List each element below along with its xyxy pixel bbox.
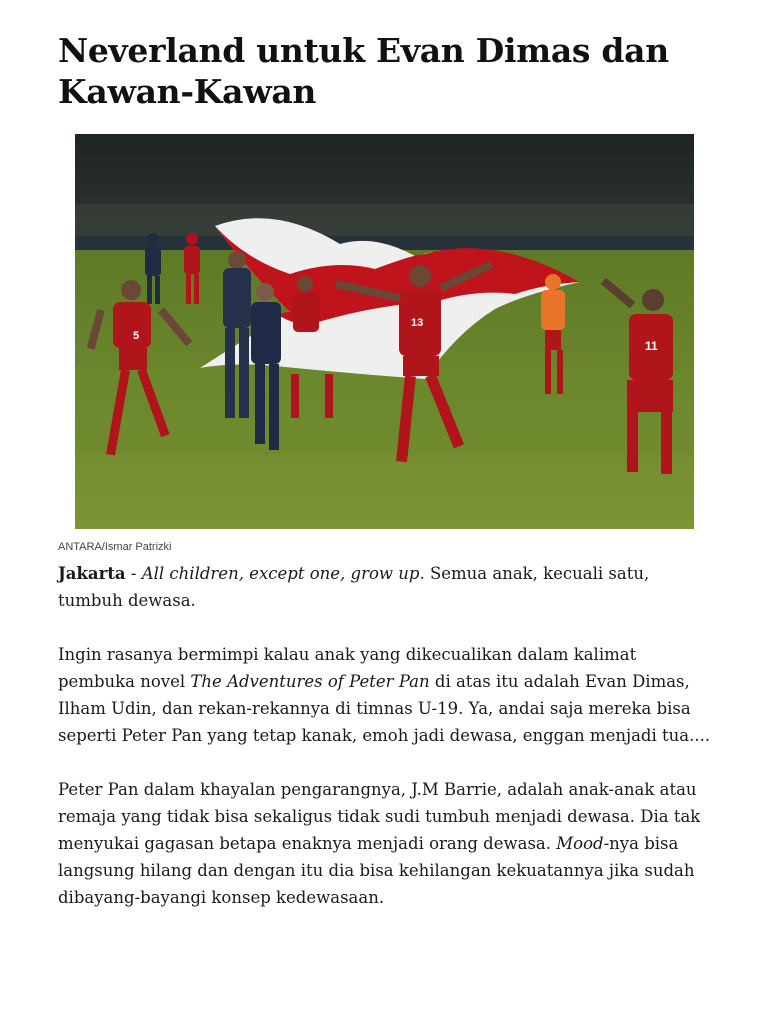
dateline-separator: -	[125, 564, 142, 583]
jersey-number-11: 11	[645, 339, 658, 353]
article-headline: Neverland untuk Evan Dimas dan Kawan-Kawan	[58, 31, 669, 111]
photo-illustration	[75, 134, 694, 529]
jersey-number-13: 13	[411, 317, 424, 329]
book-title: The Adventures of Peter Pan	[190, 672, 430, 691]
paragraph-3	[58, 776, 718, 911]
paragraph-1	[58, 560, 718, 614]
paragraph-3-text-a: Peter Pan dalam khayalan pengarangnya, J.M Barrie, adalah anak-anak atau remaja yang tidak bisa sekaligus tidak sudi tumbuh menjadi dewasa. Dia tak menyukai gagasan betapa enaknya menjadi orang dewasa.	[58, 780, 701, 853]
article-header	[58, 30, 710, 112]
dateline: Jakarta	[58, 564, 126, 583]
photo-credit: ANTARA/Ismar Patrizki	[58, 541, 172, 553]
article-photo	[75, 134, 694, 529]
mood-italic: Mood	[556, 834, 604, 853]
paragraph-3-text-b: -nya bisa langsung hilang dan dengan itu dia bisa kehilangan kekuatannya jika sudah dibayang-bayangi konsep kedewasaan.	[58, 834, 695, 907]
paragraph-2-text-a: Ingin rasanya bermimpi kalau anak yang dikecualikan dalam kalimat pembuka novel	[58, 645, 637, 691]
paragraph-2	[58, 641, 718, 749]
quote-italic: All children, except one, grow up.	[141, 564, 425, 583]
jersey-number-5: 5	[133, 330, 140, 342]
article-body	[58, 560, 718, 938]
paragraph-1-text: Semua anak, kecuali satu, tumbuh dewasa.	[58, 564, 650, 610]
paragraph-2-text-b: di atas itu adalah Evan Dimas, Ilham Udin, dan rekan-rekannya di timnas U-19. Ya, andai saja mereka bisa seperti Peter Pan yang tetap kanak, emoh jadi dewasa, enggan menjadi tua....	[58, 672, 711, 745]
